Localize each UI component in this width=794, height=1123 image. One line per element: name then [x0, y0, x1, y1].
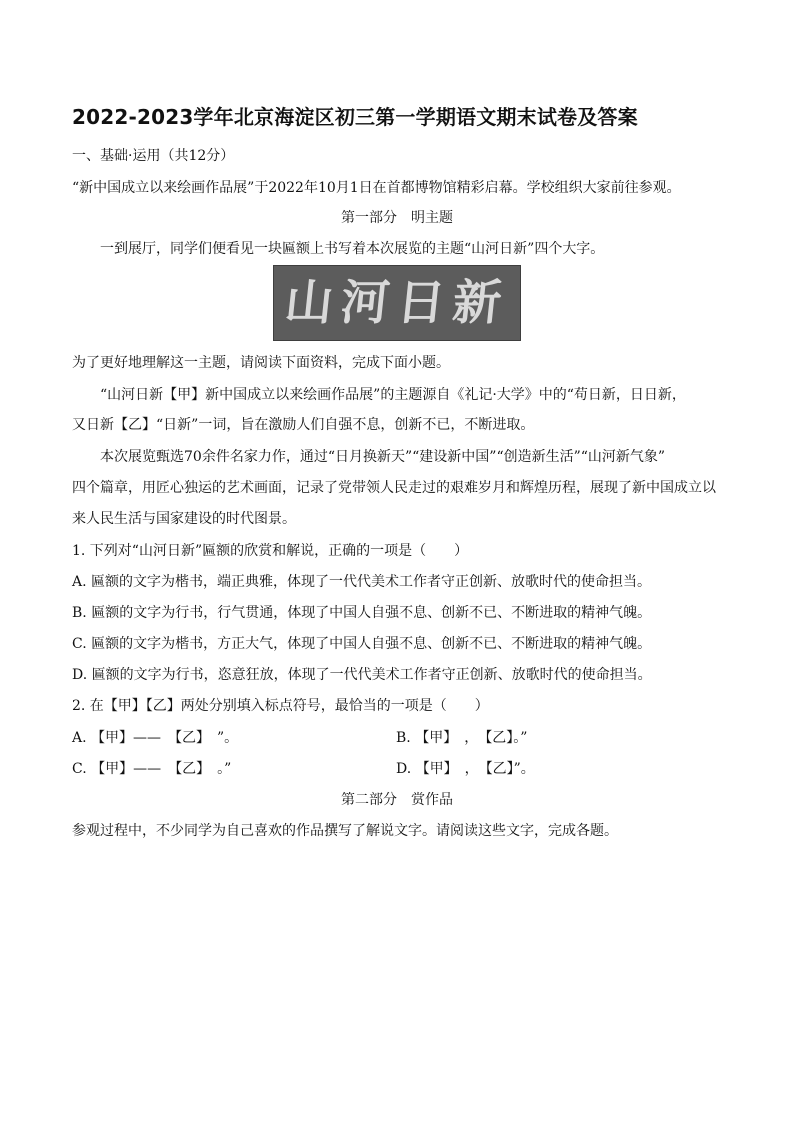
part-one-heading: 第一部分 明主题 [341, 210, 453, 226]
material-paragraph-1-line-1: “山河日新【甲】新中国成立以来绘画作品展”的主题源自《礼记·大学》中的“苟日新，日日新， [100, 387, 686, 403]
part-two-lead: 参观过程中，不少同学为自己喜欢的作品撰写了解说文字。请阅读这些文字，完成各题。 [72, 823, 618, 839]
question-2-option-c: C. 【甲】—— 【乙】 。” [72, 761, 232, 777]
plaque-image [273, 265, 521, 341]
section-heading: 一、基础·运用（共12分） [72, 148, 235, 164]
question-2-option-a: A. 【甲】—— 【乙】 ”。 [72, 730, 239, 746]
part-one-lead: 一到展厅，同学们便看见一块匾额上书写着本次展览的主题“山河日新”四个大字。 [100, 241, 605, 257]
part-two-heading: 第二部分 赏作品 [341, 792, 453, 808]
question-2-stem: 2. 在【甲】【乙】两处分别填入标点符号，最恰当的一项是（ ） [72, 698, 489, 714]
material-paragraph-2-line-2: 四个篇章，用匠心独运的艺术画面，记录了党带领人民走过的艰难岁月和辉煌历程，展现了新中国成立以 [72, 480, 716, 496]
plaque-calligraphy: 山河日新 [282, 275, 512, 331]
material-paragraph-2-line-1: 本次展览甄选70余件名家力作，通过“日月换新天”“建设新中国”“创造新生活”“山河新气象” [100, 449, 666, 465]
reading-prompt: 为了更好地理解这一主题，请阅读下面资料，完成下面小题。 [72, 355, 450, 371]
question-1-stem: 1. 下列对“山河日新”匾额的欣赏和解说，正确的一项是（ ） [72, 543, 469, 559]
material-paragraph-1-line-2: 又日新【乙】“日新”一词，旨在激励人们自强不息，创新不已，不断进取。 [72, 417, 535, 433]
question-1-option-c: C. 匾额的文字为楷书，方正大气，体现了中国人自强不息、创新不已、不断进取的精神气魄。 [72, 636, 652, 652]
question-1-option-b: B. 匾额的文字为行书，行气贯通，体现了中国人自强不息、创新不已、不断进取的精神气魄。 [72, 605, 652, 621]
document-title: 2022-2023学年北京海淀区初三第一学期语文期末试卷及答案 [72, 105, 638, 129]
question-1-option-d: D. 匾额的文字为行书，恣意狂放，体现了一代代美术工作者守正创新、放歌时代的使命担当。 [72, 667, 652, 683]
question-2-option-d: D. 【甲】 ， 【乙】”。 [396, 761, 535, 777]
material-paragraph-2-line-3: 来人民生活与国家建设的时代图景。 [72, 511, 296, 527]
question-2-option-b: B. 【甲】 ， 【乙】。” [396, 730, 528, 746]
intro-paragraph: “新中国成立以来绘画作品展”于2022年10月1日在首都博物馆精彩启幕。学校组织大家前往参观。 [72, 180, 681, 196]
question-1-option-a: A. 匾额的文字为楷书，端正典雅，体现了一代代美术工作者守正创新、放歌时代的使命担当。 [72, 574, 652, 590]
